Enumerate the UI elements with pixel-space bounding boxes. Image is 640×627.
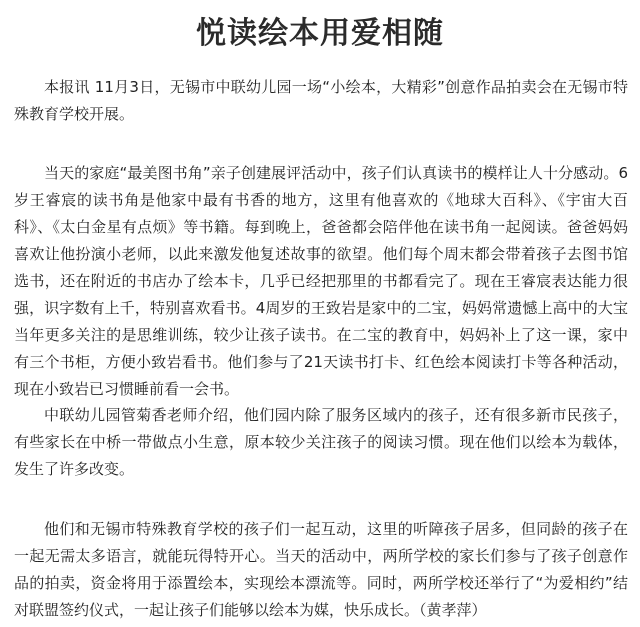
article-paragraph-4: 他们和无锡市特殊教育学校的孩子们一起互动，这里的听障孩子居多，但同龄的孩子在一起无需太多语言，就能玩得特开心。当天的活动中，两所学校的家长们参与了孩子创意作品的拍卖，资金将用于添置绘本，实现绘本漂流等。同时，两所学校还举行了“为爱相约”结对联盟签约仪式，一起让孩子们能够以绘本为媒，快乐成长。（黄孝萍） (14, 520, 628, 619)
article-paragraph-1: 本报讯 11月3日，无锡市中联幼儿园一场“小绘本，大精彩”创意作品拍卖会在无锡市特殊教育学校开展。 (14, 78, 628, 123)
article-title: 悦读绘本用爱相随 (196, 16, 444, 51)
article-paragraph-3: 中联幼儿园管菊香老师介绍，他们园内除了服务区域内的孩子，还有很多新市民孩子，有些家长在中桥一带做点小生意，原本较少关注孩子的阅读习惯。现在他们以绘本为载体，发生了许多改变。 (14, 406, 628, 478)
article-paragraph-2: 当天的家庭“最美图书角”亲子创建展评活动中，孩子们认真读书的模样让人十分感动。6岁王睿宸的读书角是他家中最有书香的地方，这里有他喜欢的《地球大百科》、《宇宙大百科》、《太白金星有点烦》等书籍。每到晚上，爸爸都会陪伴他在读书角一起阅读。爸爸妈妈喜欢让他扮演小老师，以此来激发他复述故事的欲望。他们每个周末都会带着孩子去图书馆选书，还在附近的书店办了绘本卡，几乎已经把那里的书都看完了。现在王睿宸表达能力很强，识字数有上千，特别喜欢看书。4周岁的王致岩是家中的二宝，妈妈常遗憾上高中的大宝当年更多关注的是思维训练，较少让孩子读书。在二宝的教育中，妈妈补上了这一课，家中有三个书柜，方便小致岩看书。他们参与了21天读书打卡、红色绘本阅读打卡等各种活动，现在小致岩已习惯睡前看一会书。 (14, 164, 628, 398)
